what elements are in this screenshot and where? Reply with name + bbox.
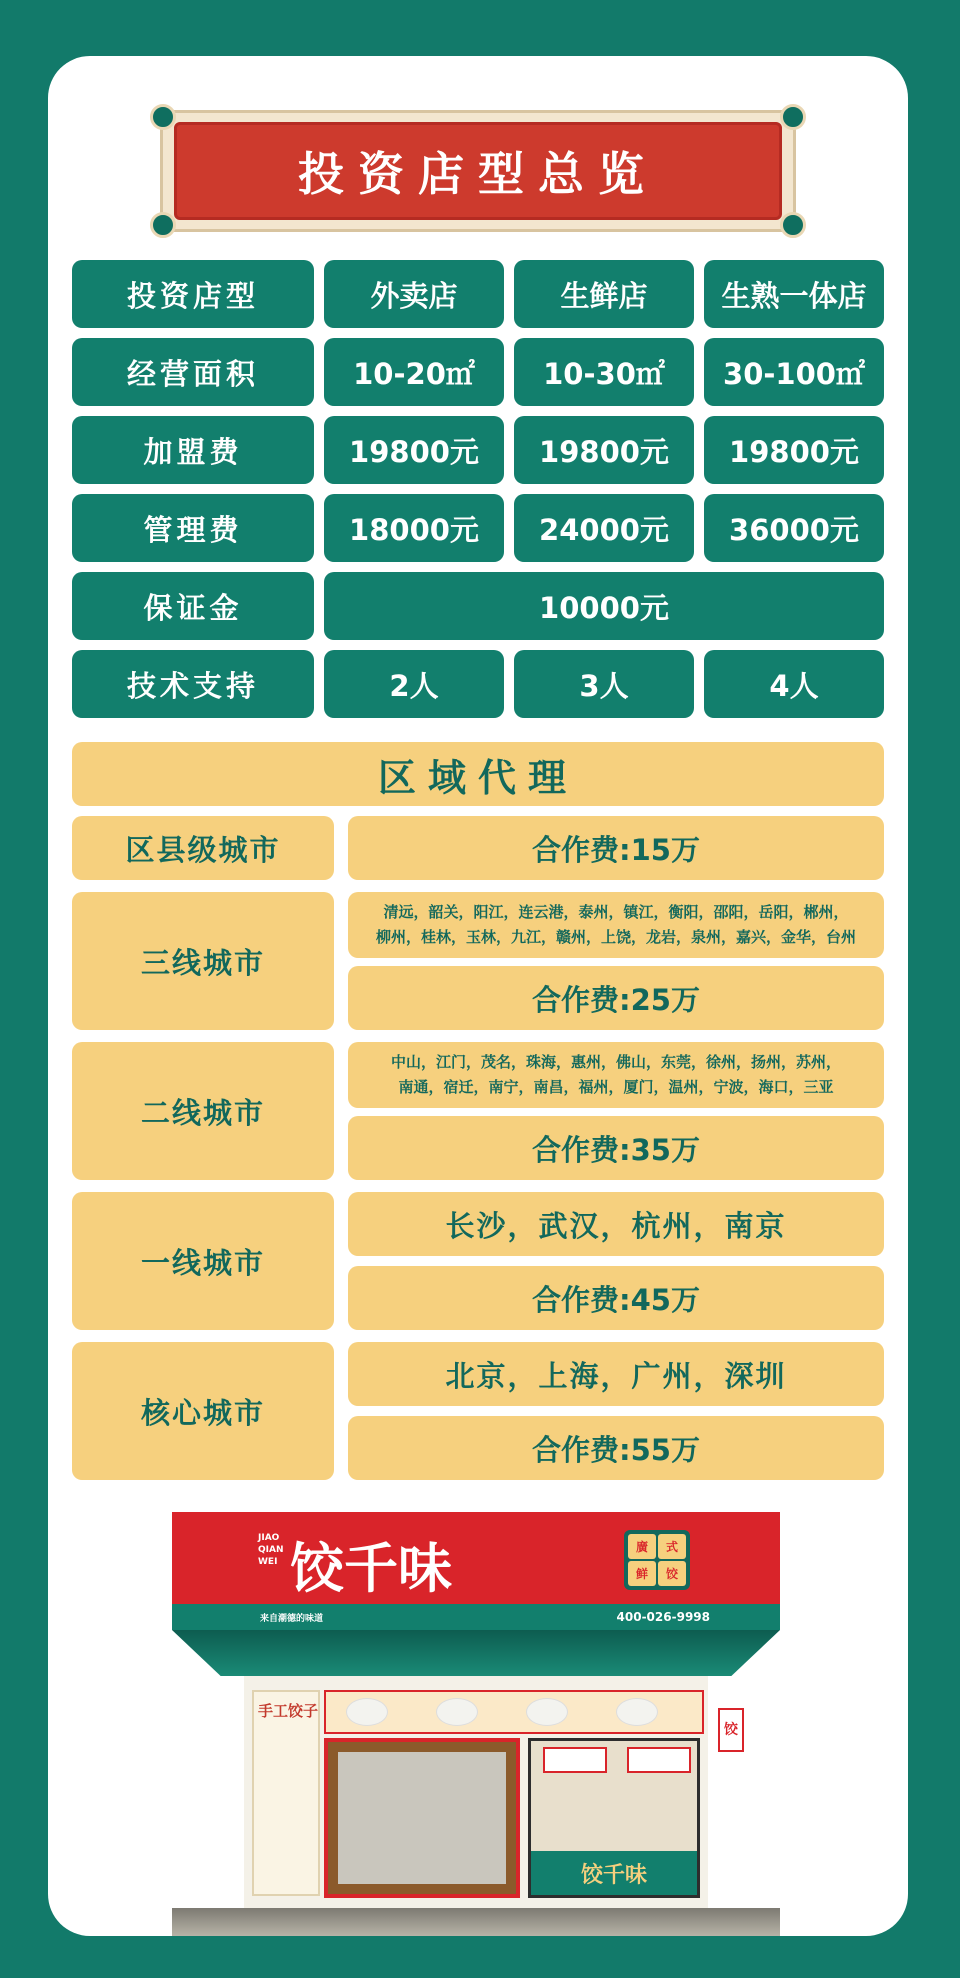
dumpling-poster bbox=[252, 1690, 320, 1896]
cities-line: 中山，江门，茂名，珠海，惠州，佛山，东莞，徐州，扬州，苏州， bbox=[390, 1053, 841, 1071]
dish-image bbox=[436, 1698, 478, 1726]
table-cell: 10-30㎡ bbox=[514, 338, 694, 406]
badge-char: 鲜 bbox=[628, 1561, 656, 1586]
banner-plaque bbox=[174, 122, 782, 220]
table-cell: 3人 bbox=[514, 650, 694, 718]
tier-fee: 合作费:55万 bbox=[348, 1416, 884, 1480]
banner-corner-ornament bbox=[780, 212, 806, 238]
poster-title: 手工饺子 bbox=[258, 1702, 319, 1720]
tier-fee: 合作费:15万 bbox=[348, 816, 884, 880]
header-cell: 投资店型 bbox=[72, 260, 314, 328]
cities-line: 柳州，桂林，玉林，九江，赣州，上饶，龙岩，泉州，嘉兴，金华，台州 bbox=[375, 928, 856, 946]
table-row bbox=[72, 572, 884, 640]
counter-logo: 饺千味 bbox=[531, 1851, 697, 1895]
regional-agency-title: 区域代理 bbox=[72, 742, 884, 806]
row-label: 加盟费 bbox=[72, 416, 314, 484]
tier-fee: 合作费:45万 bbox=[348, 1266, 884, 1330]
sign-strip bbox=[172, 1604, 780, 1630]
table-cell: 19800元 bbox=[704, 416, 884, 484]
pinyin-line: QIAN bbox=[258, 1545, 284, 1555]
row-label: 经营面积 bbox=[72, 338, 314, 406]
investment-table bbox=[72, 260, 884, 728]
table-cell: 19800元 bbox=[514, 416, 694, 484]
table-cell: 36000元 bbox=[704, 494, 884, 562]
row-label: 技术支持 bbox=[72, 650, 314, 718]
dish-image bbox=[616, 1698, 658, 1726]
badge-char: 式 bbox=[658, 1534, 686, 1559]
awning bbox=[172, 1630, 780, 1676]
table-cell: 19800元 bbox=[324, 416, 504, 484]
slogan: 来自潮德的味道 bbox=[260, 1614, 324, 1624]
title-banner bbox=[160, 110, 796, 232]
door-glass bbox=[338, 1752, 506, 1884]
badge-char: 饺 bbox=[658, 1561, 686, 1586]
banner-corner-ornament bbox=[150, 212, 176, 238]
tier-fee: 合作费:35万 bbox=[348, 1116, 884, 1180]
table-header-row bbox=[72, 260, 884, 328]
header-cell: 生熟一体店 bbox=[704, 260, 884, 328]
banner-corner-ornament bbox=[780, 104, 806, 130]
content-card bbox=[48, 56, 908, 1936]
side-lightbox: 饺 bbox=[718, 1708, 744, 1752]
table-row bbox=[72, 338, 884, 406]
tier-label: 三线城市 bbox=[72, 892, 334, 1030]
table-cell: 10-20㎡ bbox=[324, 338, 504, 406]
menu-screen bbox=[543, 1747, 607, 1773]
service-counter bbox=[528, 1738, 700, 1898]
tier-label: 核心城市 bbox=[72, 1342, 334, 1480]
dish-image bbox=[346, 1698, 388, 1726]
tier-cities bbox=[348, 1042, 884, 1108]
header-cell: 生鲜店 bbox=[514, 260, 694, 328]
ground bbox=[172, 1908, 780, 1936]
menu-board bbox=[324, 1690, 704, 1734]
table-row bbox=[72, 494, 884, 562]
tier-cities bbox=[348, 892, 884, 958]
tier-label: 区县级城市 bbox=[72, 816, 334, 880]
pinyin-line: JIAO bbox=[258, 1533, 280, 1543]
phone-number: 400-026-9998 bbox=[616, 1610, 710, 1624]
tier-label: 一线城市 bbox=[72, 1192, 334, 1330]
tier-fee: 合作费:25万 bbox=[348, 966, 884, 1030]
header-cell: 外卖店 bbox=[324, 260, 504, 328]
page-title: 投资店型总览 bbox=[298, 147, 658, 201]
menu-screen bbox=[627, 1747, 691, 1773]
table-cell: 4人 bbox=[704, 650, 884, 718]
cities-line: 南通，宿迁，南宁，南昌，福州，厦门，温州，宁波，海口，三亚 bbox=[398, 1078, 834, 1096]
dish-image bbox=[526, 1698, 568, 1726]
tier-cities: 北京，上海，广州，深圳 bbox=[348, 1342, 884, 1406]
brand-pinyin bbox=[258, 1532, 284, 1568]
pinyin-line: WEI bbox=[258, 1557, 278, 1567]
table-row bbox=[72, 416, 884, 484]
banner-corner-ornament bbox=[150, 104, 176, 130]
table-cell: 24000元 bbox=[514, 494, 694, 562]
badge-char: 廣 bbox=[628, 1534, 656, 1559]
row-label: 管理费 bbox=[72, 494, 314, 562]
store-door bbox=[324, 1738, 520, 1898]
tier-label: 二线城市 bbox=[72, 1042, 334, 1180]
brand-logo: 饺千味 bbox=[290, 1536, 452, 1600]
cities-line: 清远，韶关，阳江，连云港，泰州，镇江，衡阳，邵阳，岳阳，郴州， bbox=[383, 903, 849, 921]
store-facade bbox=[244, 1676, 708, 1908]
cantonese-badge bbox=[624, 1530, 690, 1590]
tier-cities: 长沙，武汉，杭州，南京 bbox=[348, 1192, 884, 1256]
storefront-image bbox=[172, 1512, 780, 1936]
store-sign bbox=[172, 1512, 780, 1604]
table-row bbox=[72, 650, 884, 718]
row-label: 保证金 bbox=[72, 572, 314, 640]
table-cell: 30-100㎡ bbox=[704, 338, 884, 406]
table-cell-merged: 10000元 bbox=[324, 572, 884, 640]
table-cell: 18000元 bbox=[324, 494, 504, 562]
table-cell: 2人 bbox=[324, 650, 504, 718]
